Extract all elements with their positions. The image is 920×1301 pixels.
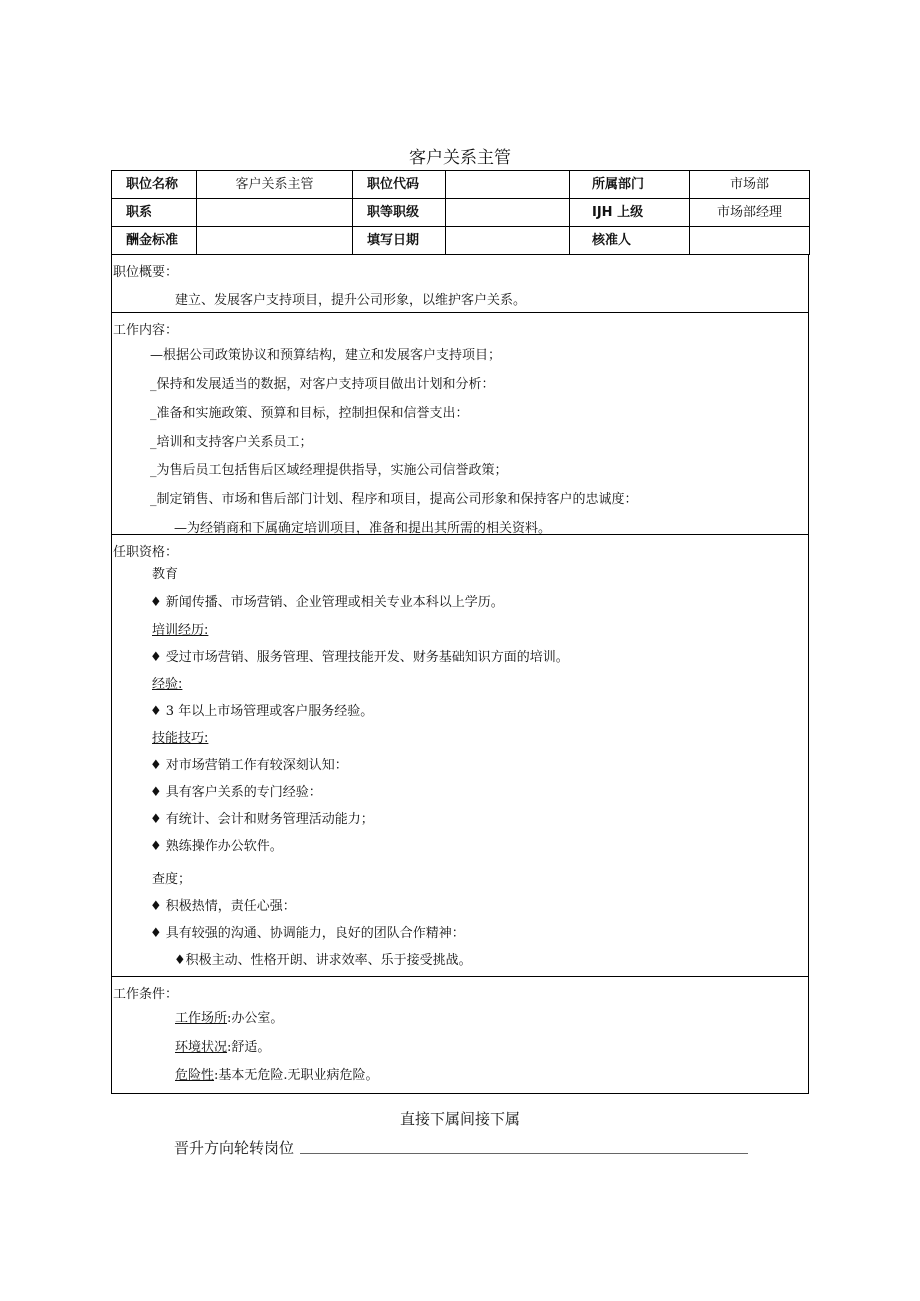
fill-date-label: 填写日期 bbox=[353, 227, 446, 255]
fill-date-value bbox=[446, 227, 570, 255]
conditions-section bbox=[111, 977, 809, 1094]
document-title: 客户关系主管 bbox=[409, 148, 511, 168]
position-info-table bbox=[111, 170, 810, 255]
list-item: ♦ 积极热情，责任心强： bbox=[150, 899, 296, 914]
promotion-line: 晋升方向轮转岗位 bbox=[174, 1139, 295, 1157]
list-item: ♦ 具有较强的沟通、协调能力，良好的团队合作精神： bbox=[150, 926, 465, 941]
workplace-row bbox=[175, 1007, 283, 1026]
list-item: ♦ 有统计、会计和财务管理活动能力； bbox=[150, 812, 374, 827]
duties-heading: 工作内容： bbox=[113, 323, 179, 338]
job-grade-label: 职等职级 bbox=[353, 199, 446, 227]
list-item: _保持和发展适当的数据，对客户支持项目做出计划和分析： bbox=[150, 377, 495, 392]
table-row bbox=[112, 171, 810, 199]
conditions-heading: 工作条件： bbox=[113, 987, 179, 1002]
hazard-value: :基本无危险.无职业病危险。 bbox=[214, 1068, 379, 1083]
list-item: _制定销售、市场和售后部门计划、程序和项目，提高公司形象和保持客户的忠诚度： bbox=[150, 492, 638, 507]
approver-value bbox=[690, 227, 810, 255]
promotion-underline bbox=[300, 1153, 748, 1154]
experience-label: 经验: bbox=[152, 677, 183, 692]
salary-label: 酬金标准 bbox=[112, 227, 197, 255]
position-name-value: 客户关系主管 bbox=[197, 171, 353, 199]
list-item: ♦积极主动、性格开朗、讲求效率、乐于接受挑战。 bbox=[174, 953, 472, 968]
list-item: _培训和支持客户关系员工； bbox=[150, 435, 313, 450]
workplace-label: 工作场所 bbox=[175, 1011, 228, 1026]
table-row bbox=[112, 227, 810, 255]
list-item: _为售后员工包括售后区域经理提供指导，实施公司信誉政策； bbox=[150, 463, 508, 478]
overview-heading: 职位概要： bbox=[113, 265, 179, 280]
hazard-label: 危险性 bbox=[175, 1068, 215, 1083]
overview-section bbox=[111, 255, 809, 313]
job-family-value bbox=[197, 199, 353, 227]
education-label: 教育 bbox=[152, 567, 179, 582]
salary-value bbox=[197, 227, 353, 255]
job-grade-value bbox=[446, 199, 570, 227]
list-item: —根据公司政策协议和预算结构，建立和发展客户支持项目； bbox=[150, 348, 502, 363]
environment-label: 环境状况 bbox=[175, 1040, 228, 1055]
position-code-value bbox=[446, 171, 570, 199]
list-item: —为经销商和下属确定培训项目，准备和提出其所需的相关资料。 bbox=[174, 521, 552, 536]
qualifications-section bbox=[111, 535, 809, 977]
education-item: ♦ 新闻传播、市场营销、企业管理或相关专业本科以上学历。 bbox=[150, 595, 504, 610]
list-item: ♦ 对市场营销工作有较深刻认知： bbox=[150, 758, 348, 773]
approver-label: 核准人 bbox=[570, 227, 690, 255]
skills-label: 技能技巧: bbox=[152, 731, 209, 746]
training-item: ♦ 受过市场营销、服务管理、管理技能开发、财务基础知识方面的培训。 bbox=[150, 650, 569, 665]
overview-text: 建立、发展客户支持项目，提升公司形象，以维护客户关系。 bbox=[175, 293, 527, 308]
position-name-label: 职位名称 bbox=[112, 171, 197, 199]
department-label: 所属部门 bbox=[570, 171, 690, 199]
attitude-label: 查度； bbox=[152, 872, 192, 887]
training-label: 培训经历: bbox=[152, 623, 209, 638]
supervisor-label: IJH 上级 bbox=[570, 199, 690, 227]
supervisor-value: 市场部经理 bbox=[690, 199, 810, 227]
environment-value: :舒适。 bbox=[227, 1040, 271, 1055]
environment-row bbox=[175, 1036, 270, 1055]
table-row bbox=[112, 199, 810, 227]
workplace-value: :办公室。 bbox=[227, 1011, 284, 1026]
position-code-label: 职位代码 bbox=[353, 171, 446, 199]
experience-item: ♦ 3 年以上市场管理或客户服务经验。 bbox=[150, 704, 374, 719]
list-item: _准备和实施政策、预算和目标，控制担保和信誉支出： bbox=[150, 406, 469, 421]
subordinates-line: 直接下属间接下属 bbox=[399, 1110, 520, 1128]
hazard-row bbox=[175, 1064, 379, 1083]
list-item: ♦ 具有客户关系的专门经验： bbox=[150, 785, 322, 800]
duties-section bbox=[111, 313, 809, 535]
list-item: ♦ 熟练操作办公软件。 bbox=[150, 839, 283, 854]
department-value: 市场部 bbox=[690, 171, 810, 199]
qualifications-heading: 任职资格： bbox=[113, 545, 179, 560]
job-family-label: 职系 bbox=[112, 199, 197, 227]
